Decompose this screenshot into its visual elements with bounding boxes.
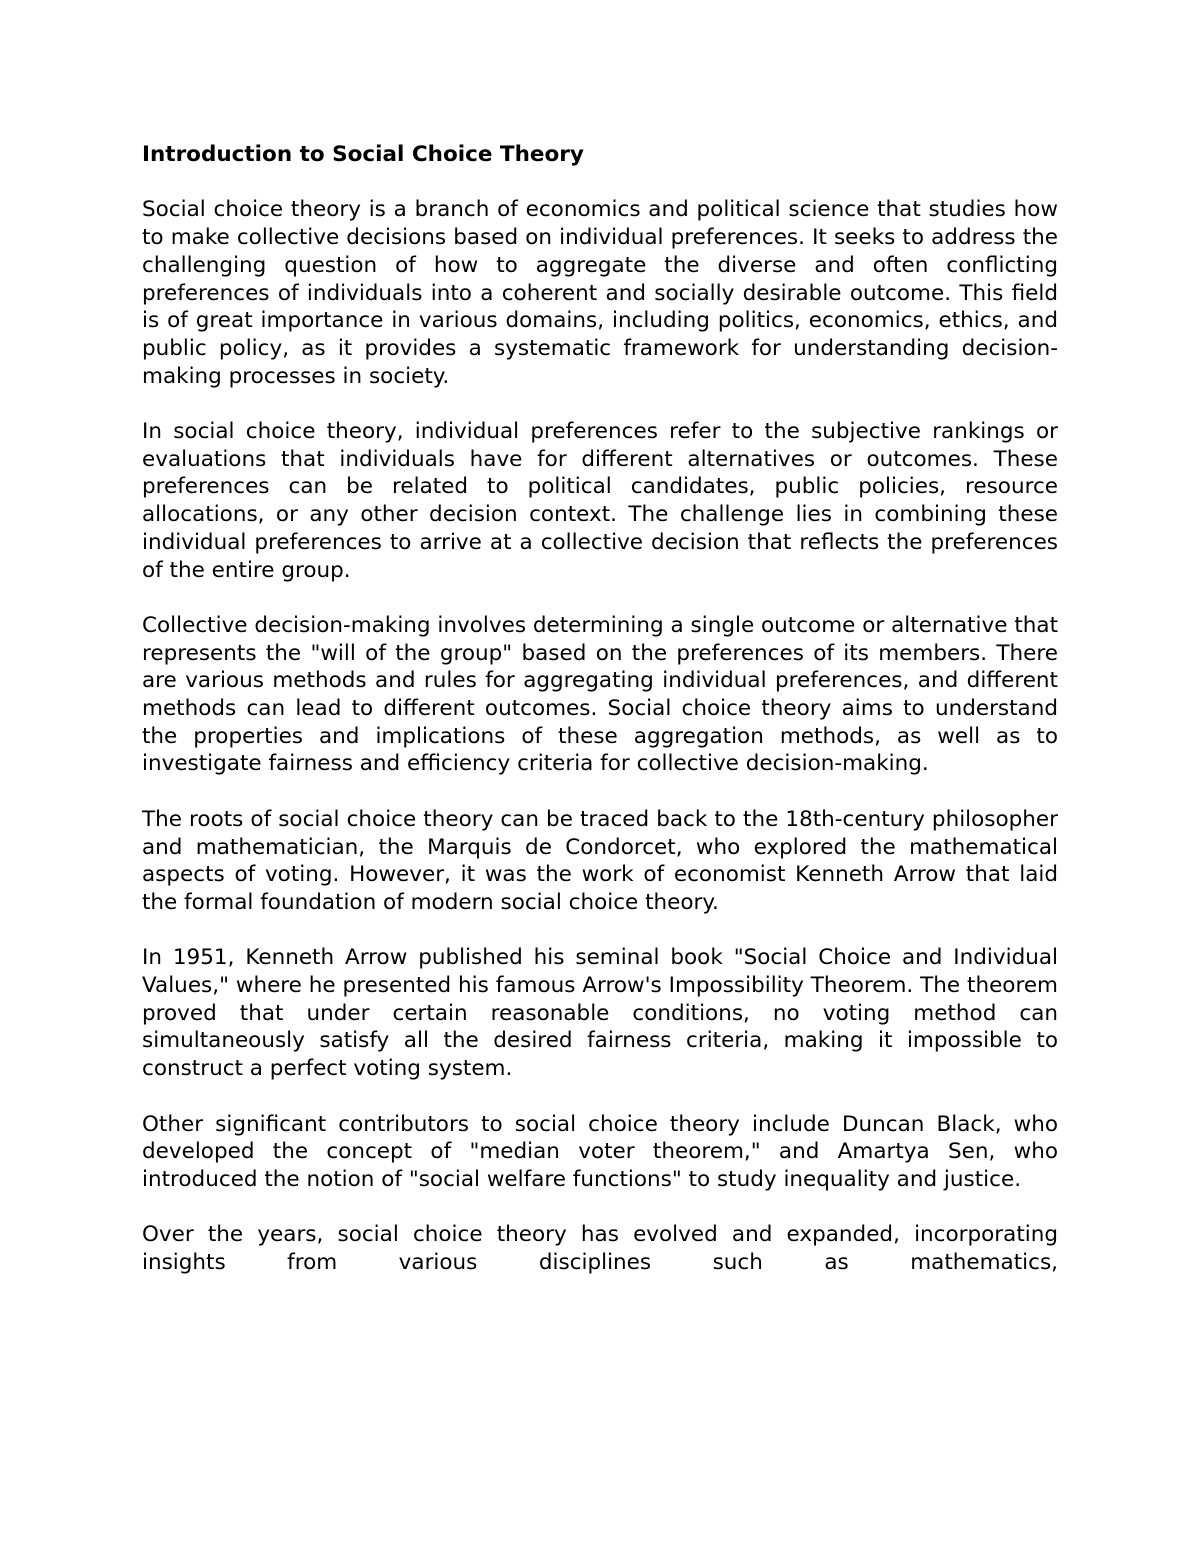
paragraph-roots: The roots of social choice theory can be traced back to the 18th-century philosopher and mathematician, the Marquis de Condorcet, who explored the mathematical aspects of voting. However, it was the work of economist Kenneth Arrow that laid the formal foundation of modern social choice theory. [142, 806, 1058, 915]
paragraph-evolution: Over the years, social choice theory has evolved and expanded, incorporating insights from various disciplines such as mathematics, [142, 1222, 1058, 1276]
paragraph-arrow: In 1951, Kenneth Arrow published his seminal book "Social Choice and Individual Values," where he presented his famous Arrow's Impossibility Theorem. The theorem proved that under certain reasonable conditions, no voting method can simultaneously satisfy all the desired fairness criteria, making it impossible to construct a perfect voting system. [142, 945, 1058, 1082]
paragraph-collective-decision-making: Collective decision-making involves determining a single outcome or alternative that represents the "will of the group" based on the preferences of its members. There are various methods and rules for aggregating individual preferences, and different methods can lead to different outcomes. Social choice theory aims to understand the properties and implications of these aggregation methods, as well as to investigate fairness and efficiency criteria for collective decision-making. [142, 612, 1058, 777]
paragraph-intro: Social choice theory is a branch of economics and political science that studies how to make collective decisions based on individual preferences. It seeks to address the challenging question of how to aggregate the diverse and often conflicting preferences of individuals into a coherent and socially desirable outcome. This field is of great importance in various domains, including politics, economics, ethics, and public policy, as it provides a systematic framework for understanding decision-making processes in society. [142, 197, 1058, 389]
document-page [142, 141, 1058, 1277]
paragraph-individual-preferences: In social choice theory, individual preferences refer to the subjective rankings or evaluations that individuals have for different alternatives or outcomes. These preferences can be related to political candidates, public policies, resource allocations, or any other decision context. The challenge lies in combining these individual preferences to arrive at a collective decision that reflects the preferences of the entire group. [142, 419, 1058, 583]
document-title: Introduction to Social Choice Theory [142, 142, 584, 167]
paragraph-contributors: Other significant contributors to social choice theory include Duncan Black, who developed the concept of "median voter theorem," and Amartya Sen, who introduced the notion of "social welfare functions" to study inequality and justice. [142, 1111, 1058, 1192]
